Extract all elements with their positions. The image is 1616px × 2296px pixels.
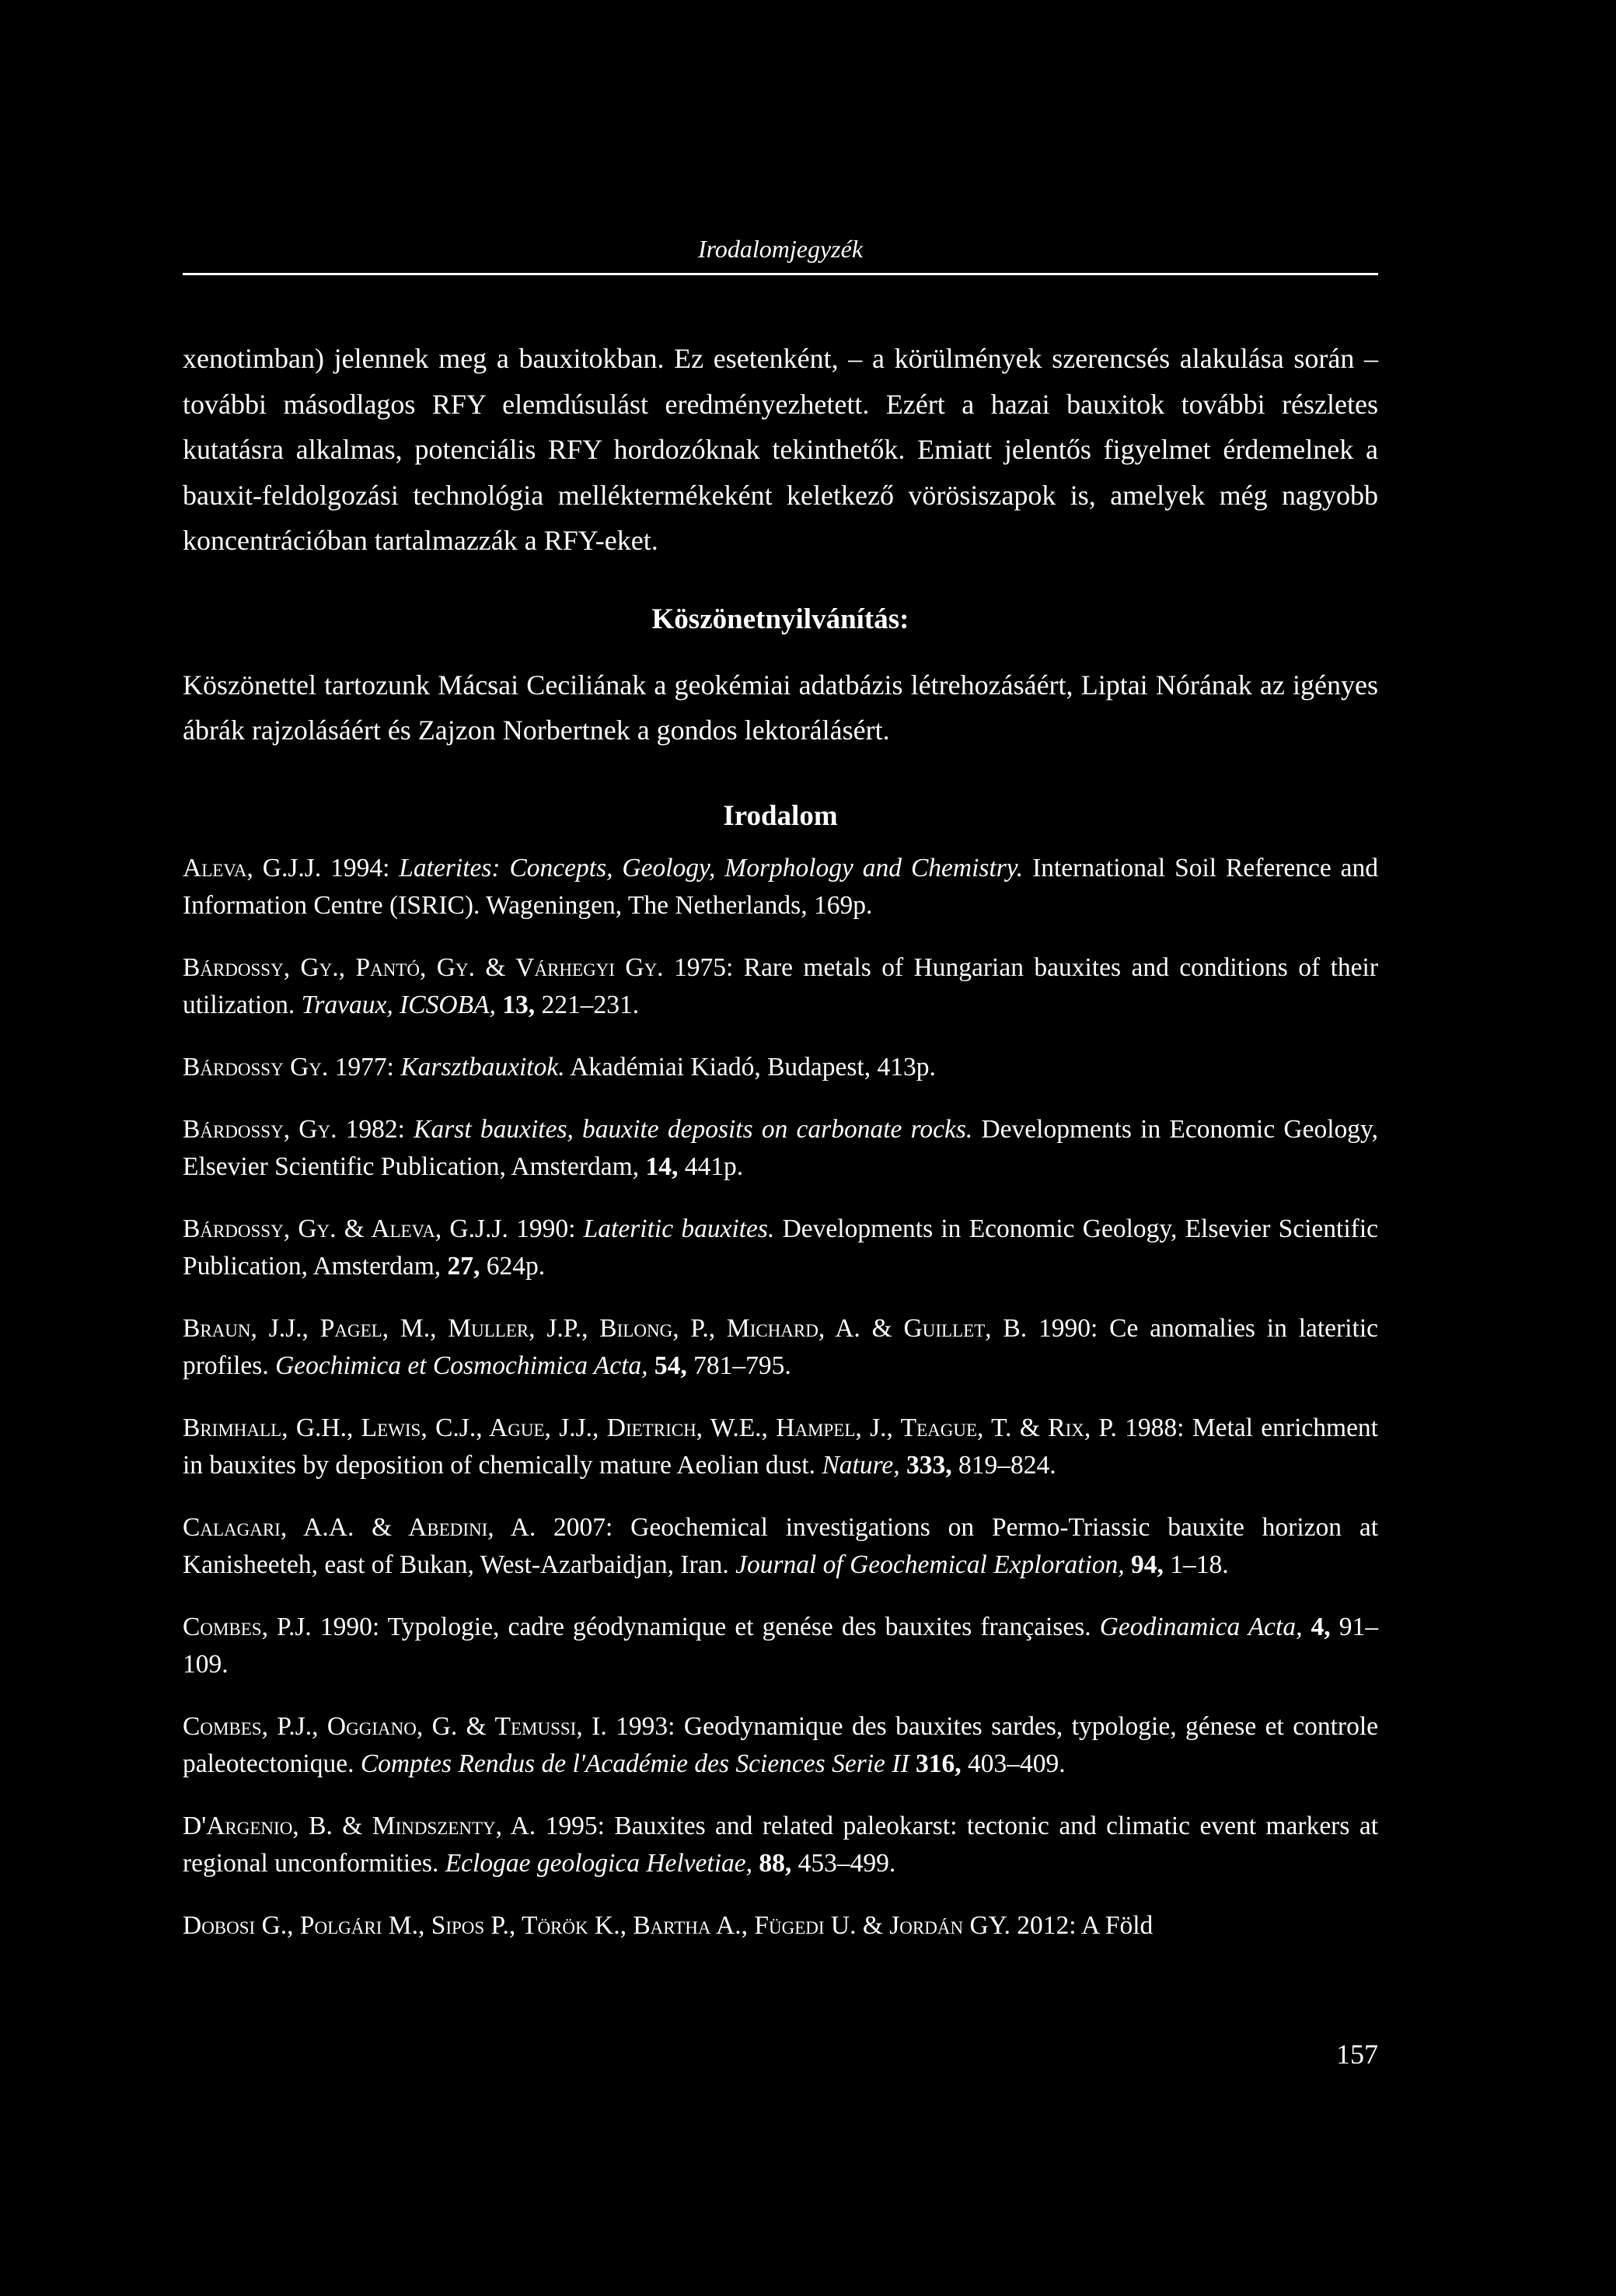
reference-volume: 14, bbox=[645, 1151, 679, 1181]
reference-list bbox=[183, 850, 1378, 1945]
body-paragraph: xenotimban) jelennek meg a bauxitokban. Ez esetenként, – a körülmények szerencsés alakulása során – további másodlagos RFY elemdúsulást eredményezhetett. Ezért a hazai bauxitok további részletes kutatásra alkalmas, potenciális RFY hordozóknak tekinthetők. Emiatt jelentős figyelmet érdemelnek a bauxit-feldolgozási technológia melléktermékeként keletkező vörösiszapok is, amelyek még nagyobb koncentrációban tartalmazzák a RFY-eket. bbox=[183, 343, 1378, 556]
reference-year-text: 1990: Typologie, cadre géodynamique et genése des bauxites françaises. bbox=[311, 1612, 1100, 1641]
reference-title: Nature, bbox=[822, 1450, 900, 1480]
reference-title: Journal of Geochemical Exploration, bbox=[735, 1550, 1125, 1579]
reference-title: Lateritic bauxites. bbox=[583, 1214, 775, 1243]
reference-entry bbox=[183, 1708, 1378, 1783]
reference-year-text: 1994: bbox=[321, 853, 400, 882]
reference-authors: Combes, P.J., Oggiano, G. & Temussi, I. bbox=[183, 1711, 607, 1741]
reference-title: Eclogae geologica Helvetiae, bbox=[445, 1848, 753, 1878]
reference-year-text: 1975: Rare metals of Hungarian bauxites and conditions of their utilization. bbox=[183, 952, 1378, 1019]
reference-authors: Aleva, G.J.J. bbox=[183, 853, 322, 882]
acknowledgement-text: Köszönettel tartozunk Mácsai Ceciliának a geokémiai adatbázis létrehozásáért, Liptai Nórának az igényes ábrák rajzolásáért és Zajzon Norbertnek a gondos lektorálásért. bbox=[183, 669, 1378, 746]
reference-entry bbox=[183, 1609, 1378, 1683]
literature-heading: Irodalom bbox=[723, 799, 838, 832]
reference-entry bbox=[183, 850, 1378, 924]
reference-authors: Brimhall, G.H., Lewis, C.J., Ague, J.J., Dietrich, W.E., Hampel, J., Teague, T. & Rix, P. bbox=[183, 1413, 1117, 1442]
reference-entry bbox=[183, 1310, 1378, 1385]
reference-year-text: 1988: Metal enrichment in bauxites by deposition of chemically mature Aeolian dust. bbox=[183, 1413, 1378, 1480]
reference-pages: 91–109. bbox=[183, 1612, 1379, 1679]
reference-title: Laterites: Concepts, Geology, Morphology and Chemistry. bbox=[399, 853, 1024, 882]
reference-authors: Braun, J.J., Pagel, M., Muller, J.P., Bilong, P., Michard, A. & Guillet, B. bbox=[183, 1313, 1028, 1343]
reference-entry bbox=[183, 1049, 1378, 1086]
reference-entry bbox=[183, 1111, 1378, 1186]
reference-authors: Calagari, A.A. & Abedini, A. bbox=[183, 1512, 536, 1542]
reference-publisher: Akadémiai Kiadó, Budapest, 413p. bbox=[564, 1052, 936, 1082]
reference-authors: Bárdossy, Gy., Pantó, Gy. & Várhegyi Gy. bbox=[183, 952, 664, 982]
reference-publisher: International Soil Reference and Information Centre (ISRIC). Wageningen, The Netherlands, 169p. bbox=[183, 853, 1379, 920]
reference-year-text: 2007: Geochemical investigations on Permo-Triassic bauxite horizon at Kanisheeteh, east of Bukan, West-Azarbaidjan, Iran. bbox=[183, 1512, 1379, 1579]
reference-authors: D'Argenio, B. & Mindszenty, A. bbox=[183, 1811, 536, 1840]
reference-year-text: 1990: bbox=[508, 1214, 584, 1243]
reference-pages: 1–18. bbox=[1163, 1550, 1229, 1579]
reference-title: Travaux, ICSOBA, bbox=[301, 990, 496, 1019]
reference-pages: 819–824. bbox=[951, 1450, 1056, 1480]
reference-pages: 403–409. bbox=[961, 1749, 1066, 1778]
reference-publisher: Developments in Economic Geology, Elsevier Scientific Publication, Amsterdam, bbox=[183, 1114, 1378, 1181]
reference-entry bbox=[183, 1211, 1378, 1285]
reference-publisher bbox=[1302, 1613, 1311, 1641]
running-head: Irodalomjegyzék bbox=[697, 235, 864, 263]
page-number: 157 bbox=[1336, 2039, 1378, 2070]
reference-entry bbox=[183, 1907, 1378, 1945]
reference-volume: 94, bbox=[1131, 1550, 1164, 1579]
reference-year-text: 1995: Bauxites and related paleokarst: tectonic and climatic event markers at regional unconformities. bbox=[183, 1811, 1379, 1878]
reference-publisher bbox=[900, 1451, 906, 1480]
reference-publisher bbox=[1125, 1550, 1131, 1579]
reference-volume: 316, bbox=[915, 1749, 962, 1778]
reference-publisher bbox=[648, 1351, 654, 1380]
reference-authors: Bárdossy, Gy. & Aleva, G.J.J. bbox=[183, 1214, 508, 1243]
reference-title: Comptes Rendus de l'Académie des Sciences Serie II bbox=[360, 1749, 909, 1778]
reference-year-text: 1982: bbox=[337, 1114, 414, 1144]
page-body bbox=[183, 336, 1378, 1945]
reference-pages: 624p. bbox=[480, 1251, 546, 1281]
reference-pages: 441p. bbox=[678, 1151, 744, 1181]
reference-year-text: 1990: Ce anomalies in lateritic profiles. bbox=[183, 1313, 1378, 1380]
reference-volume: 4, bbox=[1311, 1612, 1331, 1641]
reference-pages: 781–795. bbox=[686, 1351, 791, 1380]
reference-entry bbox=[183, 1509, 1378, 1584]
reference-title: Geodinamica Acta, bbox=[1099, 1612, 1303, 1641]
reference-title: Geochimica et Cosmochimica Acta, bbox=[275, 1351, 648, 1380]
reference-year-text: 1977: bbox=[328, 1052, 401, 1082]
reference-publisher: Developments in Economic Geology, Elsevier Scientific Publication, Amsterdam, bbox=[183, 1214, 1378, 1281]
acknowledgement-heading: Köszönetnyilvánítás: bbox=[651, 603, 909, 635]
reference-title: Karst bauxites, bauxite deposits on carbonate rocks. bbox=[414, 1114, 973, 1144]
reference-pages: 453–499. bbox=[791, 1848, 896, 1878]
reference-volume: 88, bbox=[759, 1848, 792, 1878]
reference-entry bbox=[183, 1410, 1378, 1484]
reference-title: Karsztbauxitok. bbox=[400, 1052, 565, 1082]
reference-entry bbox=[183, 949, 1378, 1024]
reference-volume: 27, bbox=[447, 1251, 480, 1281]
reference-volume: 54, bbox=[654, 1351, 687, 1380]
reference-authors: Dobosi G., Polgári M., Sipos P., Török K., Bartha A., Fügedi U. & Jordán GY. bbox=[183, 1910, 1010, 1940]
reference-year-text: 1993: Geodynamique des bauxites sardes, typologie, génese et controle paleotectonique. bbox=[183, 1711, 1379, 1778]
header-rule bbox=[183, 273, 1378, 275]
reference-year-text: 2012: A Föld bbox=[1010, 1910, 1154, 1940]
reference-entry bbox=[183, 1808, 1378, 1882]
reference-volume: 13, bbox=[502, 990, 536, 1019]
reference-authors: Bárdossy Gy. bbox=[183, 1052, 329, 1082]
reference-authors: Combes, P.J. bbox=[183, 1612, 312, 1641]
reference-volume: 333, bbox=[906, 1450, 952, 1480]
reference-publisher bbox=[909, 1749, 916, 1778]
reference-authors: Bárdossy, Gy. bbox=[183, 1114, 337, 1144]
reference-pages: 221–231. bbox=[535, 990, 640, 1019]
